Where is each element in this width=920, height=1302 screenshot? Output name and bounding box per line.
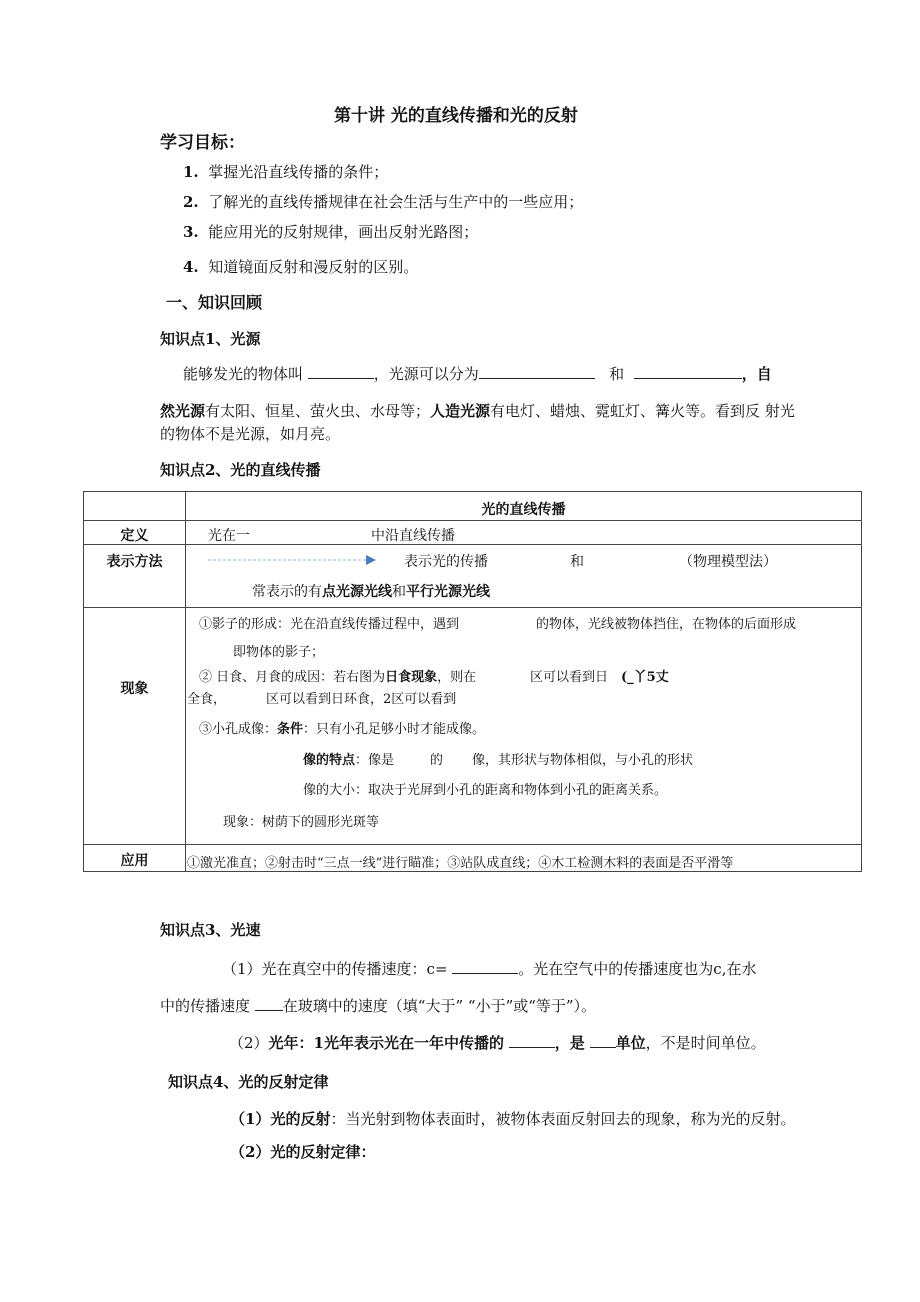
- kp3-line3: [229, 1032, 766, 1053]
- table-corner-cell: [84, 492, 186, 521]
- artificial-source-term: 人造光源: [430, 402, 491, 420]
- section-heading: 一、知识回顾: [166, 293, 263, 312]
- phenomenon-text: ①影子的形成：光在沿直线传播过程中，遇到: [199, 617, 460, 632]
- application-text: ①激光准直；②射击时“三点一线”进行瞄准；③站队成直线；④木工检测木料的表面是否平滑等: [187, 856, 734, 871]
- fill-blank[interactable]: [634, 364, 742, 379]
- kp3-text: 中的传播速度: [160, 997, 251, 1015]
- kp1-text: 有电灯、蜡烛、霓虹灯、篝火等。看到反 射光: [490, 402, 795, 420]
- kp1-text: ，光源可以分为: [373, 365, 479, 383]
- kp3-text: （2）: [229, 1034, 269, 1052]
- phenomenon-text: ，则在: [437, 670, 477, 685]
- objectives-heading: 学习目标：: [160, 133, 245, 153]
- objective-item: [183, 161, 388, 182]
- objective-text: 能应用光的反射规律，画出反射光路图；: [208, 223, 479, 241]
- row-label-representation: 表示方法: [106, 554, 163, 570]
- straight-line-table: [83, 491, 862, 872]
- kp3-text: 单位: [615, 1034, 646, 1052]
- fill-blank[interactable]: [509, 1033, 555, 1048]
- phenomenon-line: [199, 666, 476, 685]
- kp3-text: ，是: [554, 1034, 585, 1052]
- kp3-text: 在玻璃中的速度（填“大于” “小于”或“等于”）。: [282, 997, 597, 1015]
- objective-text: 知道镜面反射和漫反射的区别。: [208, 258, 419, 276]
- representation-text: 常表示的有: [252, 584, 322, 600]
- table-header-cell: [186, 492, 862, 521]
- parallel-source-term: 平行光源光线: [406, 584, 490, 600]
- row-label-cell: [84, 545, 186, 608]
- kp1-text: ，自: [741, 365, 772, 383]
- phenomenon-text: 像的大小：取决于光屏到小孔的距离和物体到小孔的距离关系。: [303, 783, 668, 798]
- definition-text: 中沿直线传播: [371, 528, 455, 544]
- row-label-definition: 定义: [120, 528, 149, 544]
- row-label-application: 应用: [120, 853, 149, 869]
- kp3-text: ，不是时间单位。: [645, 1034, 766, 1052]
- row-label-cell: [84, 845, 186, 872]
- definition-text: 光在一: [208, 528, 250, 544]
- phenomenon-text: ：只有小孔足够小时才能成像。: [303, 722, 486, 737]
- objective-item: [183, 256, 418, 277]
- phenomenon-text: 的物体，光线被物体挡住，在物体的后面形成: [536, 617, 797, 632]
- phenomenon-text: 区可以看到日: [530, 670, 609, 685]
- kp4-text: （2）: [230, 1143, 271, 1161]
- kp1-text: 和: [609, 365, 625, 383]
- kp3-text: 。光在空气中的传播速度也为c,在水: [518, 960, 757, 978]
- phenomenon-text: 全食，: [187, 692, 227, 707]
- reflection-term: 光的反射: [270, 1110, 331, 1128]
- application-cell: [186, 845, 862, 872]
- kp3-line1: [222, 958, 756, 979]
- objective-num: 1.: [183, 163, 199, 181]
- representation-text: 和: [570, 554, 584, 570]
- representation-cell: [186, 545, 862, 608]
- phenomenon-line: [199, 718, 485, 737]
- definition-cell: [186, 521, 862, 545]
- objective-num: 4.: [183, 258, 199, 276]
- phenomenon-text: 现象：树荫下的圆形光斑等: [223, 815, 380, 830]
- kp3-line2: [160, 995, 596, 1016]
- kp4-line1: [230, 1108, 795, 1129]
- fill-blank[interactable]: [452, 959, 518, 974]
- phenomenon-line: [303, 749, 394, 768]
- phenomenon-text: 即物体的影子；: [233, 645, 325, 660]
- phenomenon-text: 像，其形状与物体相似，与小孔的形状: [472, 753, 694, 768]
- fill-blank[interactable]: [590, 1033, 616, 1048]
- fill-blank[interactable]: [308, 364, 374, 379]
- condition-term: 条件: [277, 722, 304, 737]
- kp4-line2: [230, 1141, 375, 1162]
- kp1-line3: 的物体不是光源，如月亮。: [160, 425, 341, 443]
- objective-item: [183, 191, 583, 212]
- representation-text: 和: [392, 584, 406, 600]
- point-source-term: 点光源光线: [322, 584, 392, 600]
- phenomenon-text: ③小孔成像：: [199, 722, 278, 737]
- objective-item: [183, 221, 478, 242]
- phenomenon-text: ：像是: [355, 753, 395, 768]
- kp4-heading: 知识点4、光的反射定律: [168, 1073, 329, 1091]
- kp3-heading: 知识点3、光速: [160, 921, 261, 939]
- kp1-line2: [160, 400, 795, 421]
- light-year-term: 光年：1光年表示光在一年中传播的: [268, 1034, 504, 1052]
- kp4-text: （1）: [230, 1110, 271, 1128]
- fill-blank[interactable]: [479, 364, 595, 379]
- kp3-text: （1）光在真空中的传播速度：c=: [222, 960, 448, 978]
- natural-source-term: 然光源: [160, 402, 206, 420]
- phenomenon-text: 的: [430, 753, 444, 768]
- eclipse-figure-label: (_丫5丈: [621, 670, 669, 685]
- objective-num: 2.: [183, 193, 199, 211]
- ray-arrow-icon: [208, 553, 378, 567]
- reflection-law-term: 光的反射定律：: [270, 1143, 376, 1161]
- row-label-cell: [84, 608, 186, 845]
- kp4-text: ：当光射到物体表面时，被物体表面反射回去的现象，称为光的反射。: [330, 1110, 796, 1128]
- phenomena-cell: [186, 608, 862, 845]
- image-feature-term: 像的特点: [303, 753, 356, 768]
- solar-eclipse-term: 日食现象: [385, 670, 438, 685]
- objective-text: 了解光的直线传播规律在社会生活与生产中的一些应用；: [208, 193, 584, 211]
- representation-text: （物理模型法）: [679, 554, 777, 570]
- representation-line2: [252, 581, 490, 601]
- row-label-phenomena: 现象: [120, 681, 149, 697]
- representation-text: 表示光的传播: [404, 554, 488, 570]
- fill-blank[interactable]: [255, 996, 283, 1011]
- phenomenon-text: ② 日食、月食的成因：若右图为: [199, 670, 386, 685]
- table-title: 光的直线传播: [481, 502, 566, 518]
- kp1-line1: [183, 363, 772, 384]
- kp1-text: 有太阳、恒星、萤火虫、水母等；: [205, 402, 431, 420]
- kp1-text: 能够发光的物体叫: [183, 365, 304, 383]
- kp1-heading: 知识点1、光源: [160, 330, 261, 348]
- objective-num: 3.: [183, 223, 199, 241]
- phenomenon-text: 区可以看到日环食，2区可以看到: [266, 692, 457, 707]
- page-title: 第十讲 光的直线传播和光的反射: [334, 106, 578, 126]
- row-label-cell: [84, 521, 186, 545]
- objective-text: 掌握光沿直线传播的条件；: [208, 163, 389, 181]
- kp2-heading: 知识点2、光的直线传播: [160, 461, 321, 479]
